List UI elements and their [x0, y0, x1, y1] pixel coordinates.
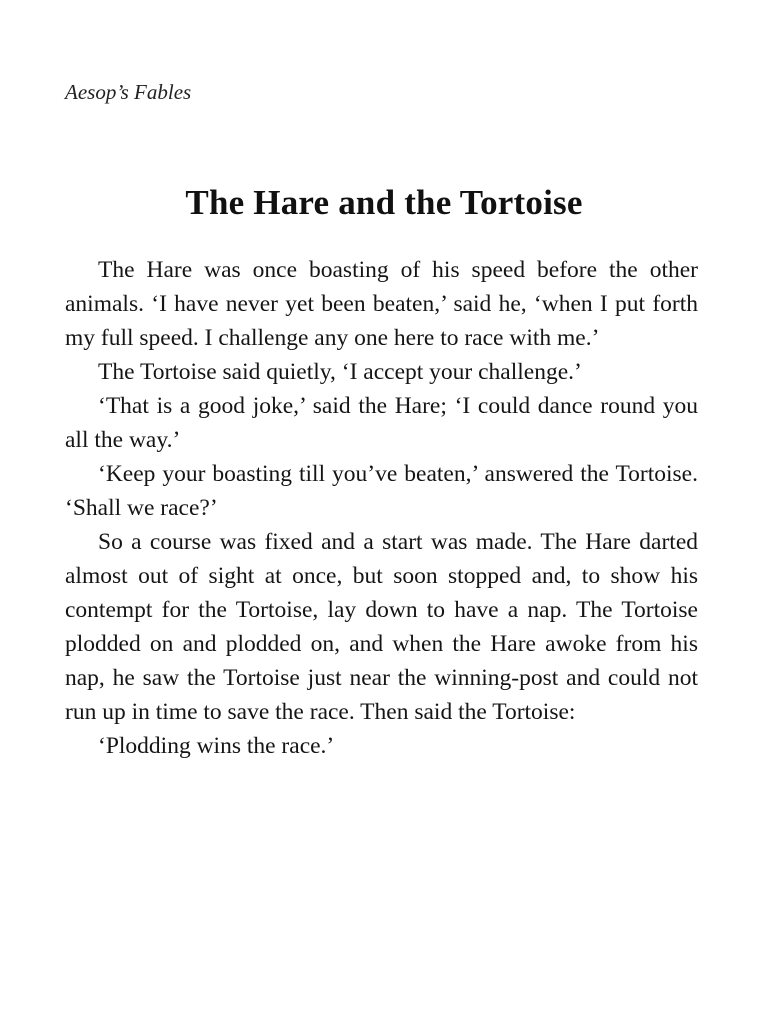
paragraph-accept: The Tortoise said quietly, ‘I accept your challenge.’	[98, 359, 582, 385]
fable-body	[65, 253, 698, 763]
paragraph-race: So a course was fixed and a start was made. The Hare darted almost out of sight at once, but soon stopped and, to show his contempt for the Tortoise, lay down to have a nap. The Tortoise plodded on and plodded on, and when the Hare awoke from his nap, he saw the Tortoise just near the winning-post and could not run up in time to save the race. Then said the Tortoise:	[65, 529, 698, 725]
paragraph-joke: ‘That is a good joke,’ said the Hare; ‘I could dance round you all the way.’	[65, 393, 698, 453]
paragraph-answer: ‘Keep your boasting till you’ve beaten,’ answered the Tortoise. ‘Shall we race?’	[65, 461, 698, 521]
fable-title: The Hare and the Tortoise	[185, 183, 583, 222]
paragraph-moral: ‘Plodding wins the race.’	[98, 733, 335, 759]
running-head: Aesop’s Fables	[65, 80, 192, 104]
paragraph-boast: The Hare was once boasting of his speed before the other animals. ‘I have never yet been beaten,’ said he, ‘when I put forth my full speed. I challenge any one here to race with me.’	[65, 257, 698, 351]
